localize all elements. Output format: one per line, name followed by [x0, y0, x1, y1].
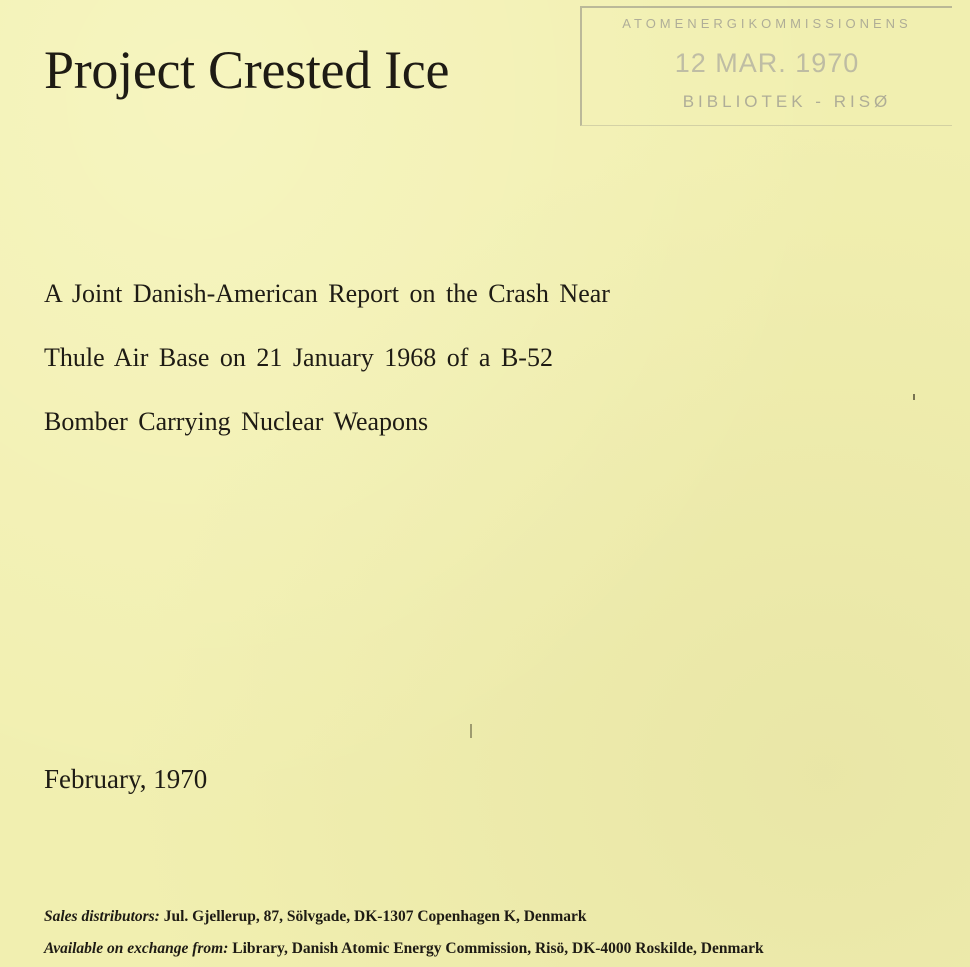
subtitle-line: A Joint Danish-American Report on the Crash Near — [44, 279, 610, 308]
exchange-line — [44, 940, 764, 958]
publication-date: February, 1970 — [44, 764, 208, 794]
sales-distributors-line — [44, 908, 587, 926]
exchange-label: Available on exchange from: — [44, 940, 229, 957]
stamp-organization: ATOMENERGIKOMMISSIONENS — [622, 16, 912, 31]
paper-speck — [470, 724, 472, 738]
stamp-date: 12 MAR. 1970 — [674, 48, 860, 78]
exchange-text: Library, Danish Atomic Energy Commission, Risö, DK-4000 Roskilde, Denmark — [232, 940, 764, 957]
subtitle-line: Thule Air Base on 21 January 1968 of a B-52 — [44, 343, 553, 372]
sales-distributors-label: Sales distributors: — [44, 908, 160, 925]
paper-speck — [913, 394, 915, 400]
sales-distributors-text: Jul. Gjellerup, 87, Sölvgade, DK-1307 Copenhagen K, Denmark — [163, 908, 587, 925]
page-title: Project Crested Ice — [44, 40, 450, 100]
subtitle-line: Bomber Carrying Nuclear Weapons — [44, 407, 429, 436]
library-stamp — [580, 6, 952, 126]
stamp-library: BIBLIOTEK - RISØ — [682, 92, 892, 111]
report-subtitle — [44, 262, 764, 454]
